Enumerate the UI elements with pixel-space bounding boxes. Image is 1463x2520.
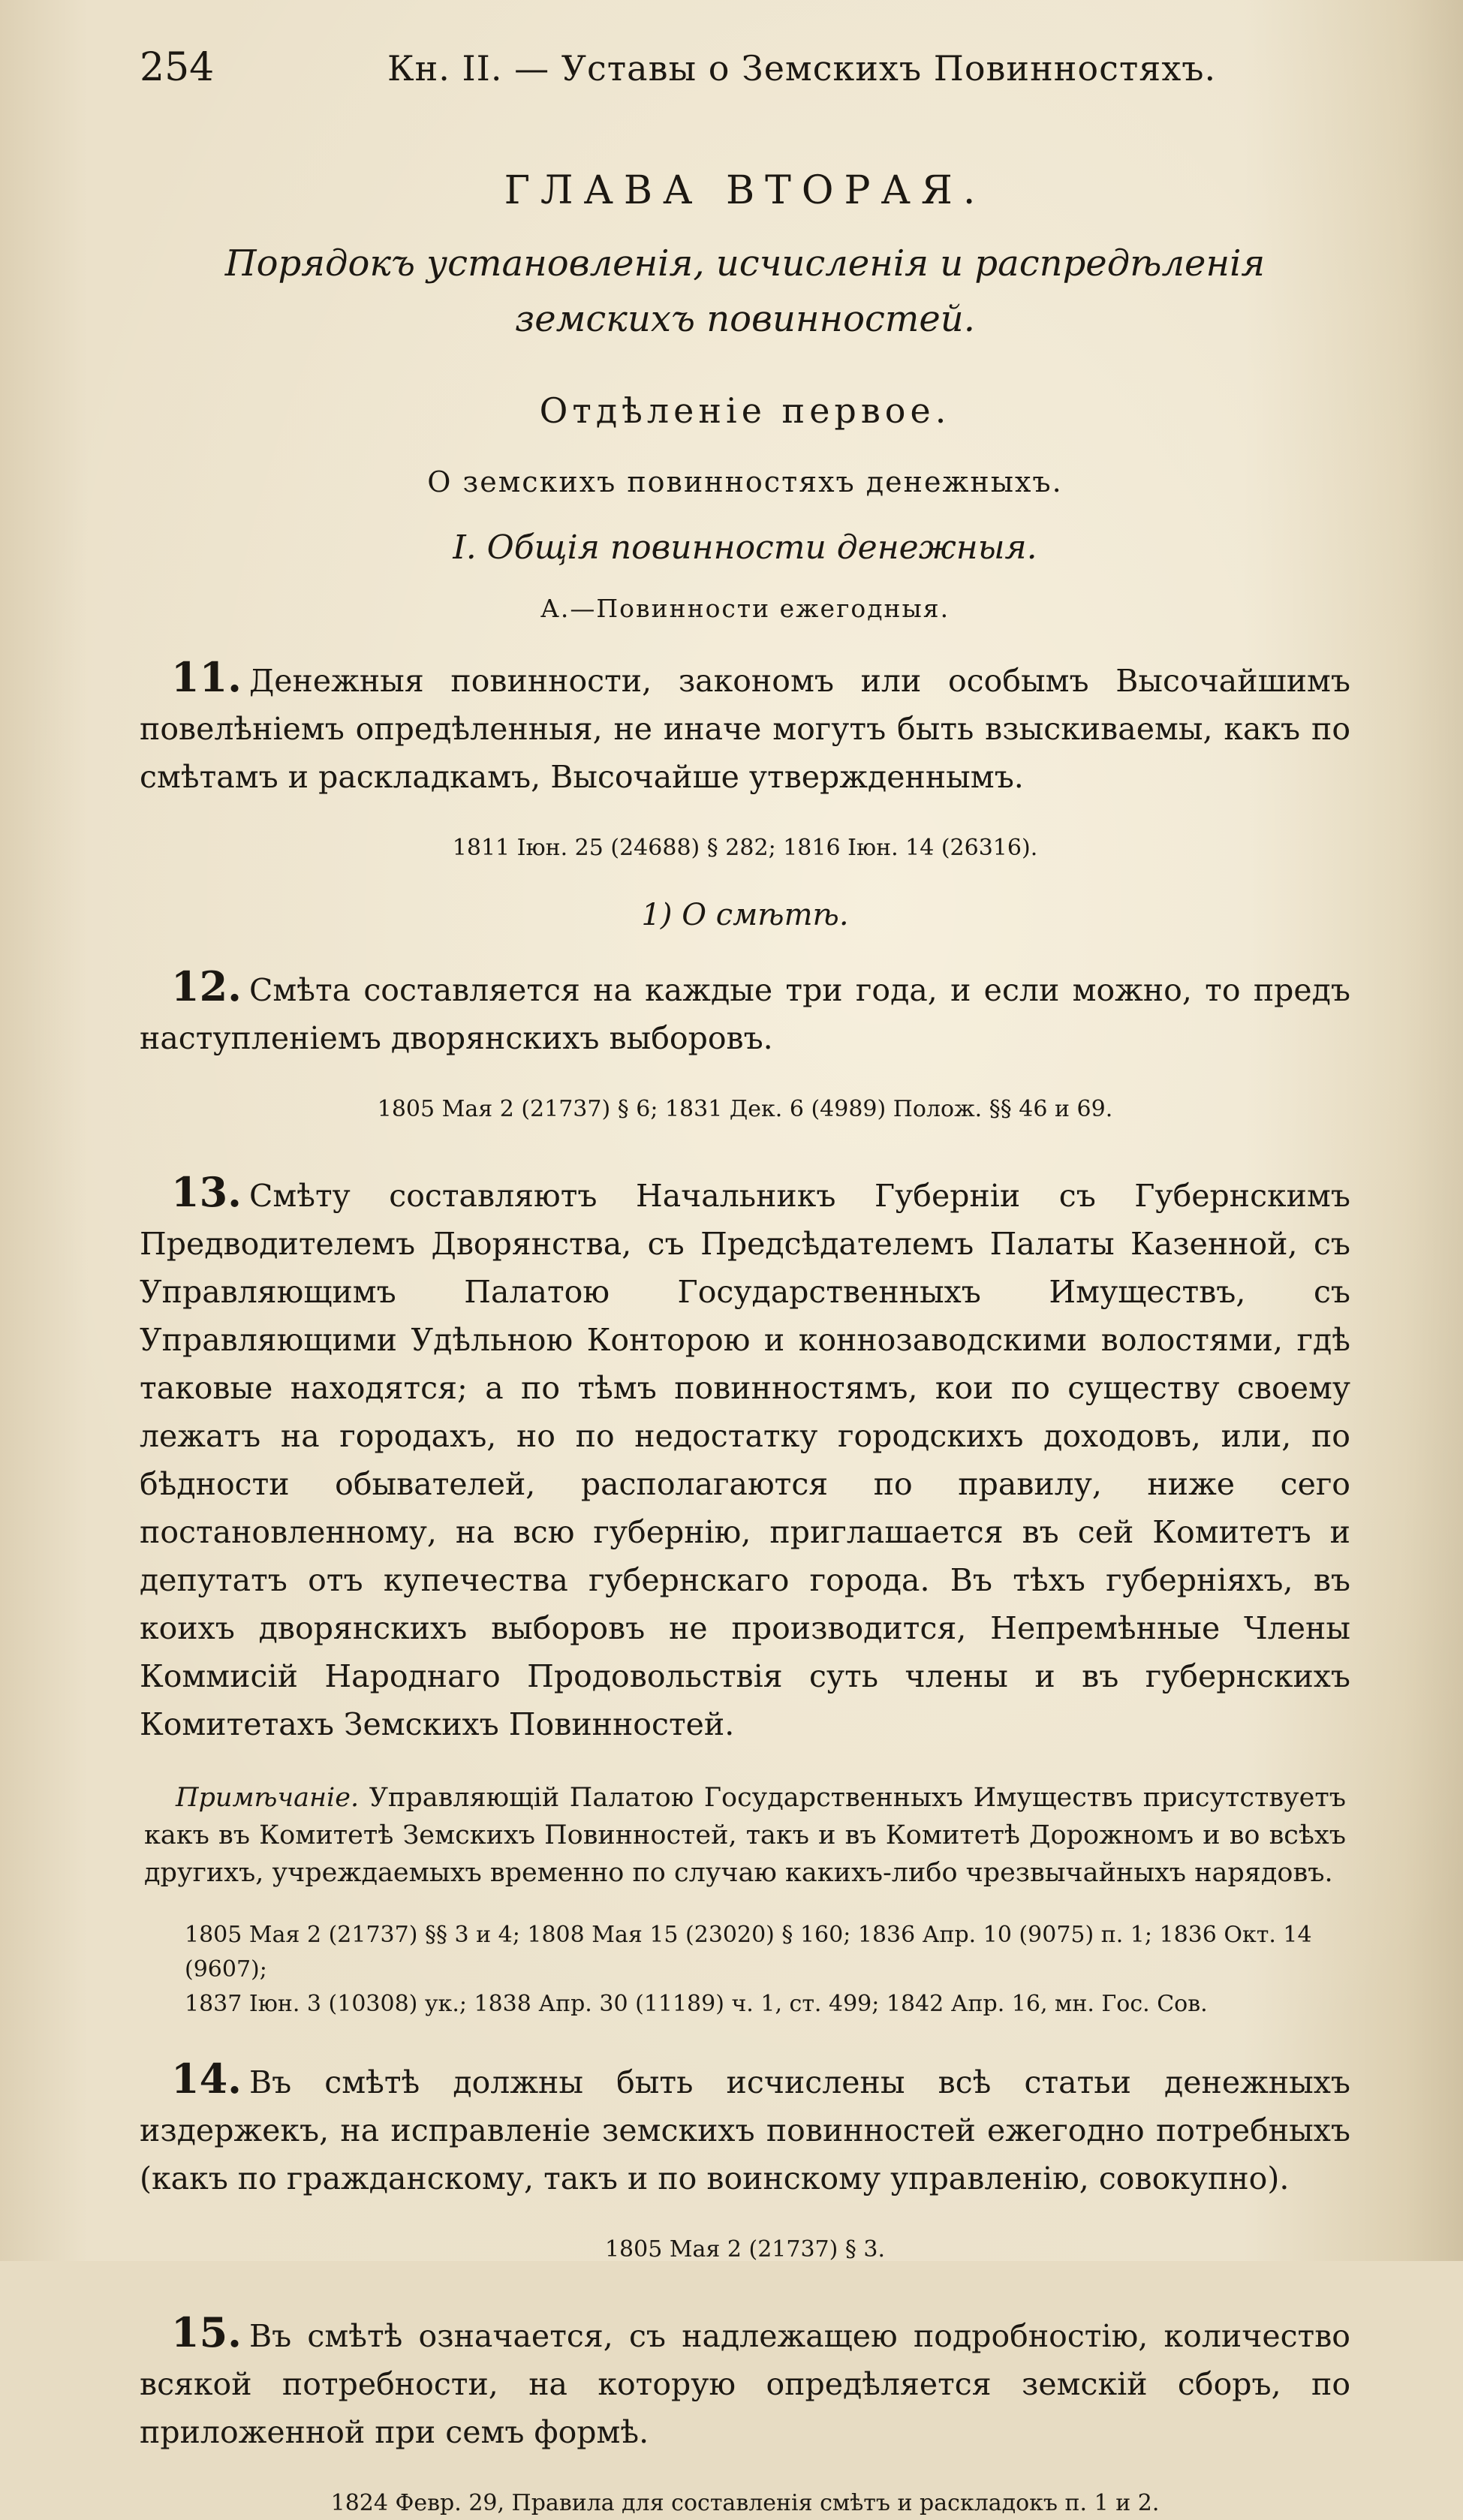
article-11-reference: 1811 Іюн. 25 (24688) § 282; 1816 Іюн. 14 (26316). [452, 835, 1038, 861]
running-title: Кн. II. — Уставы о Земскихъ Повинностяхъ. [387, 48, 1217, 89]
chapter-title: ГЛАВА ВТОРАЯ. [504, 168, 986, 213]
article-13 [140, 1168, 1350, 1748]
reference-line: 1837 Іюн. 3 (10308) ук.; 1838 Апр. 30 (11189) ч. 1, ст. 499; 1842 Апр. 16, мн. Гос. Сов. [185, 1991, 1208, 2017]
article-number: 11. [171, 653, 242, 701]
article-text: Въ смѣтѣ должны быть исчислены всѣ статьи денежныхъ издержекъ, на исправленіе земскихъ повинностей ежегодно потребныхъ (какъ по гражданскому, такъ и по воинскому управленію, совокупно). [140, 2064, 1350, 2196]
article-number: 15. [171, 2308, 242, 2356]
article-13-note [140, 1779, 1350, 1892]
article-14-reference: 1805 Мая 2 (21737) § 3. [604, 2236, 886, 2263]
article-15-reference: 1824 Февр. 29, Правила для составленія смѣтъ и раскладокъ п. 1 и 2. [330, 2490, 1160, 2516]
article-12 [140, 962, 1350, 1062]
note-text: Управляющій Палатою Государственныхъ Имуществъ присутствуетъ какъ въ Комитетѣ Земскихъ Повинностей, такъ и въ Комитетѣ Дорожномъ и во всѣхъ другихъ, учреждаемыхъ временно по случаю какихъ-либо чрезвычайныхъ нарядовъ. [144, 1783, 1346, 1888]
article-text: Смѣту составляютъ Начальникъ Губерніи съ Губернскимъ Предводителемъ Дворянства, съ Предсѣдателемъ Палаты Казенной, съ Управляющимъ Палатою Государственныхъ Имуществъ, съ Управляющими Удѣльною Конторою и коннозаводскими волостями, гдѣ таковые находятся; а по тѣмъ повинностямъ, кои по существу своему лежатъ на городахъ, но по недостатку городскихъ доходовъ, или, по бѣдности обывателей, располагаются по правилу, ниже сего постановленному, на всю губернію, приглашается въ сей Комитетъ и депутатъ отъ купечества губернскаго города. Въ тѣхъ губерніяхъ, въ коихъ дворянскихъ выборовъ не производится, Непремѣнные Члены Коммисій Народнаго Продовольствія суть члены и въ губернскихъ Комитетахъ Земскихъ Повинностей. [140, 1178, 1350, 1742]
article-number: 14. [171, 2055, 242, 2103]
article-text: Денежныя повинности, закономъ или особымъ Высочайшимъ повелѣніемъ опредѣленныя, не иначе могутъ быть взыскиваемы, какъ по смѣтамъ и раскладкамъ, Высочайше утвержденнымъ. [140, 663, 1350, 795]
reference-line: 1805 Мая 2 (21737) §§ 3 и 4; 1808 Мая 15 (23020) § 160; 1836 Апр. 10 (9075) п. 1; 1836 Окт. 14 (9607); [185, 1922, 1312, 1983]
chapter-subtitle: Порядокъ установленія, исчисленія и распредѣленія земскихъ повинностей. [224, 242, 1266, 340]
article-14 [140, 2055, 1350, 2202]
article-13-reference [140, 1918, 1350, 2022]
article-text: Смѣта составляется на каждые три года, и если можно, то предъ наступленіемъ дворянскихъ выборовъ. [140, 972, 1350, 1056]
section-title: Отдѣленіе первое. [539, 390, 951, 431]
page-number: 254 [140, 45, 215, 90]
subheading-general-duties: I. Общія повинности денежныя. [453, 528, 1037, 567]
article-15 [140, 2308, 1350, 2456]
smeta-heading: 1) О смѣтѣ. [641, 898, 849, 932]
article-11 [140, 653, 1350, 801]
subsection-title: О земскихъ повинностяхъ денежныхъ. [427, 465, 1063, 498]
article-text: Въ смѣтѣ означается, съ надлежащею подробностію, количество всякой потребности, на которую опредѣляется земскій сборъ, по приложенной при семъ формѣ. [140, 2318, 1350, 2450]
page-header [140, 45, 1350, 98]
article-12-reference: 1805 Мая 2 (21737) § 6; 1831 Дек. 6 (4989) Полож. §§ 46 и 69. [377, 1096, 1113, 1122]
note-label: Примѣчаніе. [176, 1783, 360, 1813]
article-number: 13. [171, 1168, 242, 1216]
subheading-annual-duties: А.—Повинности ежегодныя. [540, 594, 950, 623]
article-number: 12. [171, 962, 242, 1010]
